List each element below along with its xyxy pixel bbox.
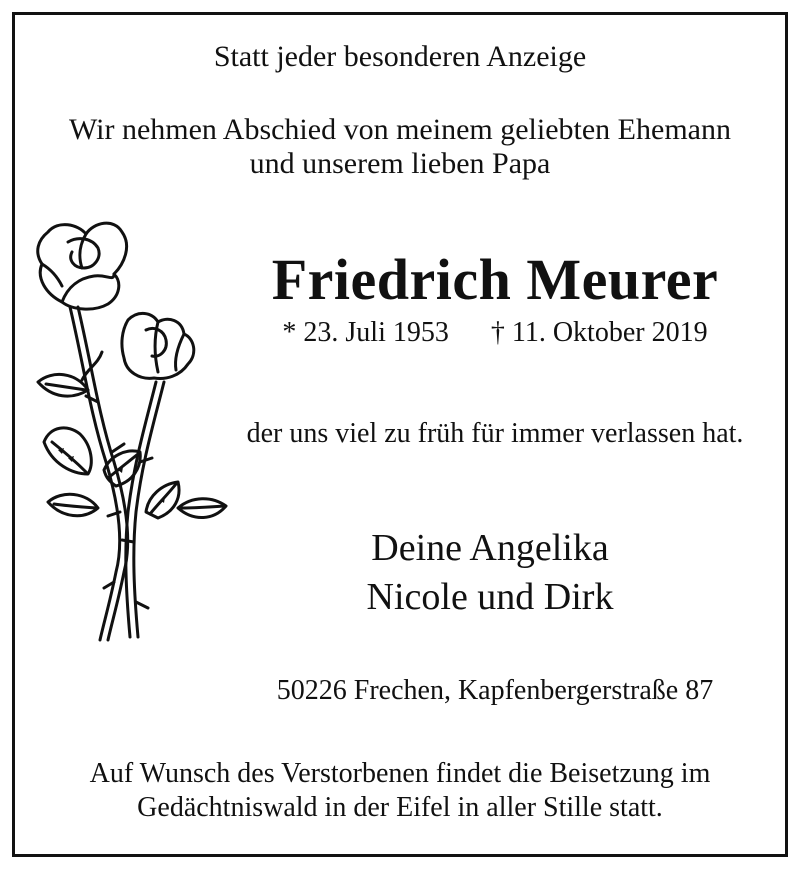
signature-line-2: Nicole und Dirk bbox=[366, 576, 614, 618]
deceased-name: Friedrich Meurer bbox=[271, 247, 719, 312]
burial-note-line-2: Gedächtniswald in der Eifel in aller Stille statt. bbox=[137, 792, 663, 823]
notice-heading: Statt jeder besonderen Anzeige bbox=[213, 40, 587, 73]
death-date: † 11. Oktober 2019 bbox=[490, 317, 708, 348]
intro-line-1: Wir nehmen Abschied von meinem geliebten Ehemann bbox=[69, 113, 731, 146]
burial-note-line-1: Auf Wunsch des Verstorbenen findet die Beisetzung im bbox=[89, 758, 711, 789]
intro-line-2: und unserem lieben Papa bbox=[249, 147, 551, 180]
address-line: 50226 Frechen, Kapfenbergerstraße 87 bbox=[276, 675, 714, 706]
birth-date: * 23. Juli 1953 bbox=[282, 317, 449, 348]
life-dates bbox=[230, 317, 760, 349]
signature-line-1: Deine Angelika bbox=[371, 527, 609, 569]
farewell-line: der uns viel zu früh für immer verlassen hat. bbox=[246, 418, 744, 449]
